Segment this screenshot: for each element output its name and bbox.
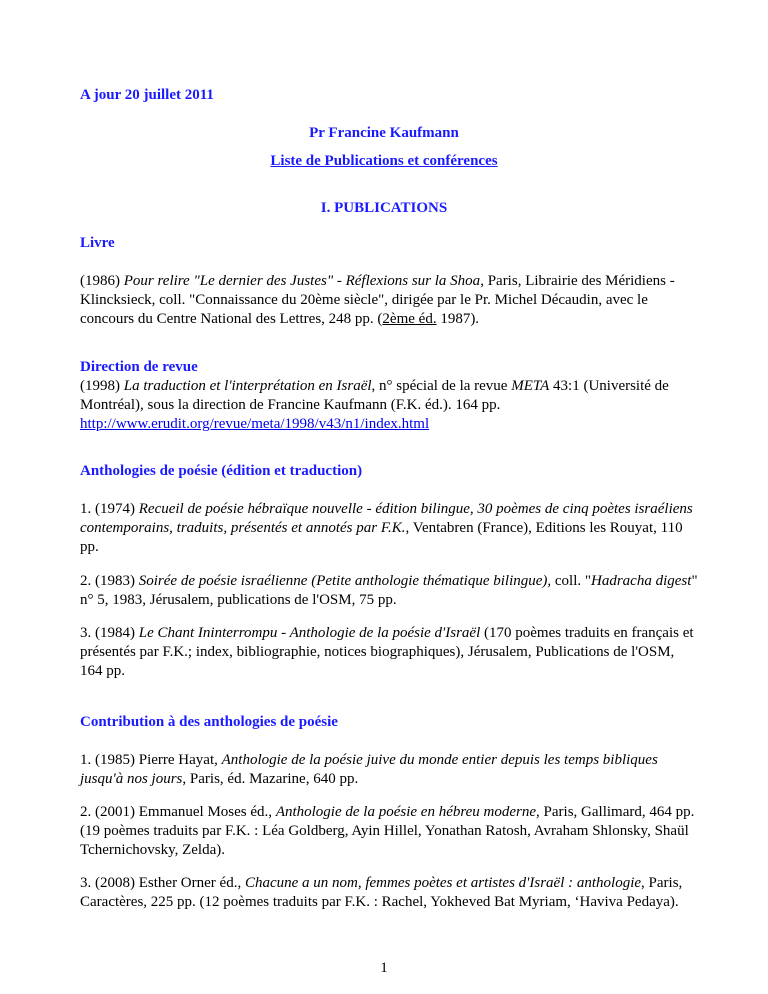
anthology-2-title: Soirée de poésie israélienne (Petite anthologie thématique bilingue), — [138, 573, 552, 589]
contribution-3-title: Chacune a un nom, femmes poètes et artistes d'Israël : anthologie — [244, 875, 642, 891]
anthologies-heading: Anthologies de poésie (édition et traduction) — [80, 463, 363, 479]
contribution-2-title: Anthologie de la poésie en hébreu moderne — [275, 804, 537, 820]
contribution-3-prefix: 3. (2008) Esther Orner éd., — [80, 875, 245, 891]
contributions-heading: Contribution à des anthologies de poésie — [80, 714, 338, 730]
anthology-2-prefix: 2. (1983) — [80, 573, 135, 589]
anthology-2-mid: coll. " — [551, 573, 592, 589]
revue-entry — [80, 377, 700, 434]
contribution-2-prefix: 2. (2001) Emmanuel Moses éd., — [80, 804, 276, 820]
livre-heading: Livre — [80, 235, 115, 251]
document-subtitle-line — [0, 152, 768, 171]
revue-mid: , n° spécial de la revue — [371, 378, 512, 394]
contribution-1-prefix: 1. (1985) Pierre Hayat, — [80, 752, 222, 768]
anthology-1-prefix: 1. (1974) — [80, 501, 135, 517]
anthology-2-rest: " n° 5, 1983, Jérusalem, publications de l'OSM, 75 pp. — [80, 573, 698, 608]
contribution-2-rest: , Paris, Gallimard, 464 pp. (19 poèmes traduits par F.K. : Léa Goldberg, Ayin Hillel, Yonathan Ratosh, Avraham Shlonsky, Shaül Tchernichovsky, Zelda). — [80, 804, 695, 858]
anthology-1-title: Recueil de poésie hébraïque nouvelle - édition bilingue, 30 poèmes de cinq poètes israéliens contemporains, traduits, présentés et annotés par F.K. — [80, 501, 693, 536]
anthology-3-prefix: 3. (1984) — [80, 625, 135, 641]
update-date: A jour 20 juillet 2011 — [80, 87, 214, 103]
anthology-2-series: Hadracha digest — [591, 573, 692, 589]
livre-title: Pour relire "Le dernier des Justes" - Réflexions sur la Shoa — [123, 273, 481, 289]
contribution-1-rest: , Paris, éd. Mazarine, 640 pp. — [182, 771, 359, 787]
section-title: I. PUBLICATIONS — [320, 200, 448, 216]
anthology-3-title: Le Chant Ininterrompu - Anthologie de la poésie d'Israël — [138, 625, 481, 641]
revue-title: La traduction et l'interprétation en Israël — [123, 378, 372, 394]
document-subtitle: Liste de Publications et conférences — [270, 153, 498, 169]
revue-year: (1998) — [80, 378, 120, 394]
contribution-entry-3 — [80, 874, 700, 912]
author-name: Pr Francine Kaufmann — [309, 125, 459, 141]
anthology-entry-2 — [80, 572, 700, 610]
revue-rest: 43:1 (Université de Montréal), sous la direction de Francine Kaufmann (F.K. éd.). 164 pp. — [80, 378, 669, 413]
contribution-1-title: Anthologie de la poésie juive du monde entier depuis les temps bibliques jusqu'à nos jours — [80, 752, 658, 787]
anthology-entry-3 — [80, 624, 700, 681]
revue-journal: META — [511, 378, 550, 394]
livre-rest: , Paris, Librairie des Méridiens - Klincksieck, coll. "Connaissance du 20ème siècle", dirigée par le Pr. Michel Décaudin, avec le concours du Centre National des Lettres, 248 pp. ( — [80, 273, 675, 327]
contribution-entry-1 — [80, 751, 700, 789]
livre-entry — [80, 272, 700, 329]
livre-end: 1987). — [436, 311, 480, 327]
anthology-1-rest: , Ventabren (France), Editions les Rouyat, 110 pp. — [80, 520, 683, 555]
contribution-entry-2 — [80, 803, 700, 860]
revue-url-link[interactable]: http://www.erudit.org/revue/meta/1998/v43/n1/index.html — [80, 416, 430, 432]
livre-year: (1986) — [80, 273, 120, 289]
livre-edition: 2ème éd. — [382, 311, 437, 327]
revue-heading: Direction de revue — [80, 359, 198, 375]
contribution-3-rest: , Paris, Caractères, 225 pp. (12 poèmes traduits par F.K. : Rachel, Yokheved Bat Myriam, ‘Haviva Pedaya). — [80, 875, 683, 910]
anthology-entry-1 — [80, 500, 700, 557]
page-number: 1 — [380, 960, 388, 976]
anthology-3-rest: (170 poèmes traduits en français et présentés par F.K.; index, bibliographie, notices biographiques), Jérusalem, Publications de l'OSM, 164 pp. — [80, 625, 694, 679]
